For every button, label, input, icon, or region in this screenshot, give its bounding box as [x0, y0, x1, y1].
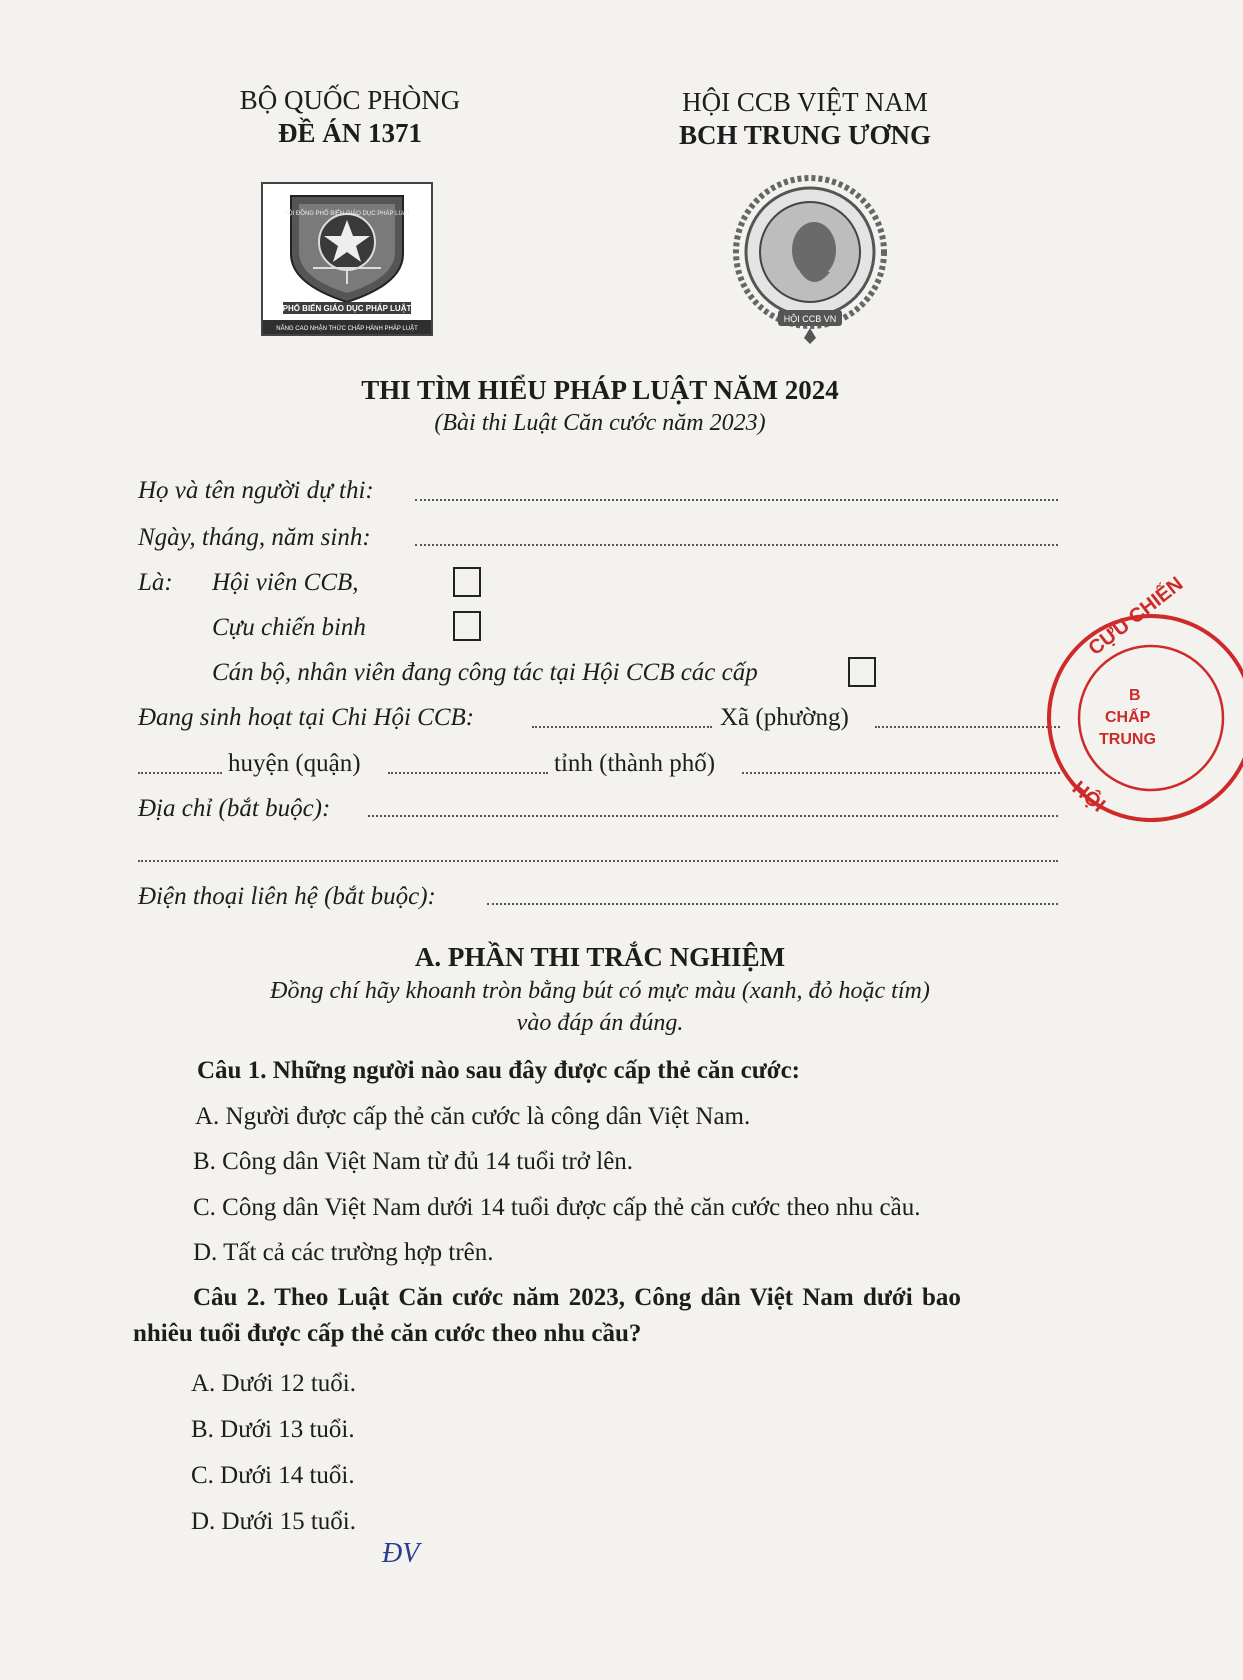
district-label: huyện (quận) [228, 750, 361, 777]
dob-field[interactable] [415, 544, 1058, 546]
shield-emblem-icon [263, 184, 431, 334]
name-label: Họ và tên người dự thi: [138, 477, 374, 504]
role-label: Là: [138, 569, 173, 596]
province-label: tỉnh (thành phố) [554, 750, 716, 777]
role-member-checkbox[interactable] [453, 567, 481, 597]
q2-option-c[interactable]: C. Dưới 14 tuổi. [191, 1462, 355, 1489]
veterans-association-logo [730, 172, 890, 344]
phone-field[interactable] [487, 903, 1058, 905]
role-staff-label: Cán bộ, nhân viên đang công tác tại Hội CCB các cấp [212, 659, 758, 686]
handwritten-initials: ĐV [382, 1538, 420, 1569]
commune-label: Xã (phường) [720, 704, 849, 731]
address-field-line2[interactable] [138, 860, 1058, 862]
header-left [205, 84, 495, 150]
q2-option-d[interactable]: D. Dưới 15 tuổi. [191, 1508, 356, 1535]
committee-name: BCH TRUNG ƯƠNG [678, 120, 932, 150]
legal-education-logo [261, 182, 433, 336]
q1-option-a[interactable]: A. Người được cấp thẻ căn cước là công dân Việt Nam. [195, 1103, 751, 1130]
section-a-instruction-1: Đồng chí hãy khoanh tròn bằng bút có mực màu (xanh, đỏ hoặc tím) [270, 978, 930, 1004]
stamp-inner-2: CHẤP [1105, 709, 1151, 726]
question-2-line-1: Câu 2. Theo Luật Căn cước năm 2023, Công dân Việt Nam dưới bao [193, 1284, 961, 1311]
branch-label: Đang sinh hoạt tại Chi Hội CCB: [138, 704, 475, 731]
province-field[interactable] [388, 772, 548, 774]
role-member-label: Hội viên CCB, [212, 569, 359, 596]
contest-subtitle: (Bài thi Luật Căn cước năm 2023) [434, 410, 766, 436]
district-field[interactable] [138, 772, 222, 774]
question-2-line-2: nhiêu tuổi được cấp thẻ căn cước theo nhu cầu? [133, 1320, 642, 1347]
q1-option-b[interactable]: B. Công dân Việt Nam từ đủ 14 tuổi trở lên. [193, 1148, 634, 1175]
logo-band-text: PHỔ BIẾN GIÁO DỤC PHÁP LUẬT [282, 304, 412, 313]
stamp-inner-1: B [1129, 687, 1141, 704]
logo-ribbon-text: HỘI CCB VN [783, 314, 837, 324]
role-veteran-checkbox[interactable] [453, 611, 481, 641]
role-staff-checkbox[interactable] [848, 657, 876, 687]
province-extra-field[interactable] [742, 772, 1060, 774]
project-name: ĐỀ ÁN 1371 [277, 118, 422, 148]
logo-top-text: HỘI ĐỒNG PHỔ BIẾN GIÁO DỤC PHÁP LUẬT [283, 211, 411, 217]
header-right [650, 86, 960, 152]
stamp-arc-text: CỰU CHIẾN [1084, 572, 1188, 660]
q1-option-c[interactable]: C. Công dân Việt Nam dưới 14 tuổi được cấp thẻ căn cước theo nhu cầu. [193, 1194, 921, 1221]
branch-field[interactable] [532, 726, 712, 728]
red-seal-icon [1043, 572, 1243, 828]
veterans-emblem-icon [730, 172, 890, 344]
q2-option-a[interactable]: A. Dưới 12 tuổi. [191, 1370, 356, 1397]
stamp-bottom-text: HỘI [1067, 776, 1110, 817]
logo-bottom-text: NÂNG CAO NHẬN THỨC CHẤP HÀNH PHÁP LUẬT [276, 326, 418, 332]
phone-label: Điện thoại liên hệ (bắt buộc): [138, 883, 436, 910]
official-stamp [1043, 572, 1188, 828]
address-label: Địa chỉ (bắt buộc): [138, 795, 331, 822]
section-a-heading: A. PHẦN THI TRẮC NGHIỆM [414, 942, 786, 972]
contest-title: THI TÌM HIỂU PHÁP LUẬT NĂM 2024 [361, 375, 839, 405]
commune-field[interactable] [875, 726, 1060, 728]
ministry-name: BỘ QUỐC PHÒNG [239, 85, 461, 115]
stamp-inner-3: TRUNG [1099, 731, 1156, 748]
dob-label: Ngày, tháng, năm sinh: [138, 524, 371, 551]
association-name: HỘI CCB VIỆT NAM [682, 87, 928, 117]
section-a-instruction-2: vào đáp án đúng. [516, 1010, 684, 1036]
role-veteran-label: Cựu chiến binh [212, 614, 366, 641]
q1-option-d[interactable]: D. Tất cả các trường hợp trên. [193, 1239, 494, 1266]
name-field[interactable] [415, 499, 1058, 501]
address-field[interactable] [368, 815, 1058, 817]
question-1: Câu 1. Những người nào sau đây được cấp thẻ căn cước: [197, 1057, 800, 1084]
q2-option-b[interactable]: B. Dưới 13 tuổi. [191, 1416, 355, 1443]
